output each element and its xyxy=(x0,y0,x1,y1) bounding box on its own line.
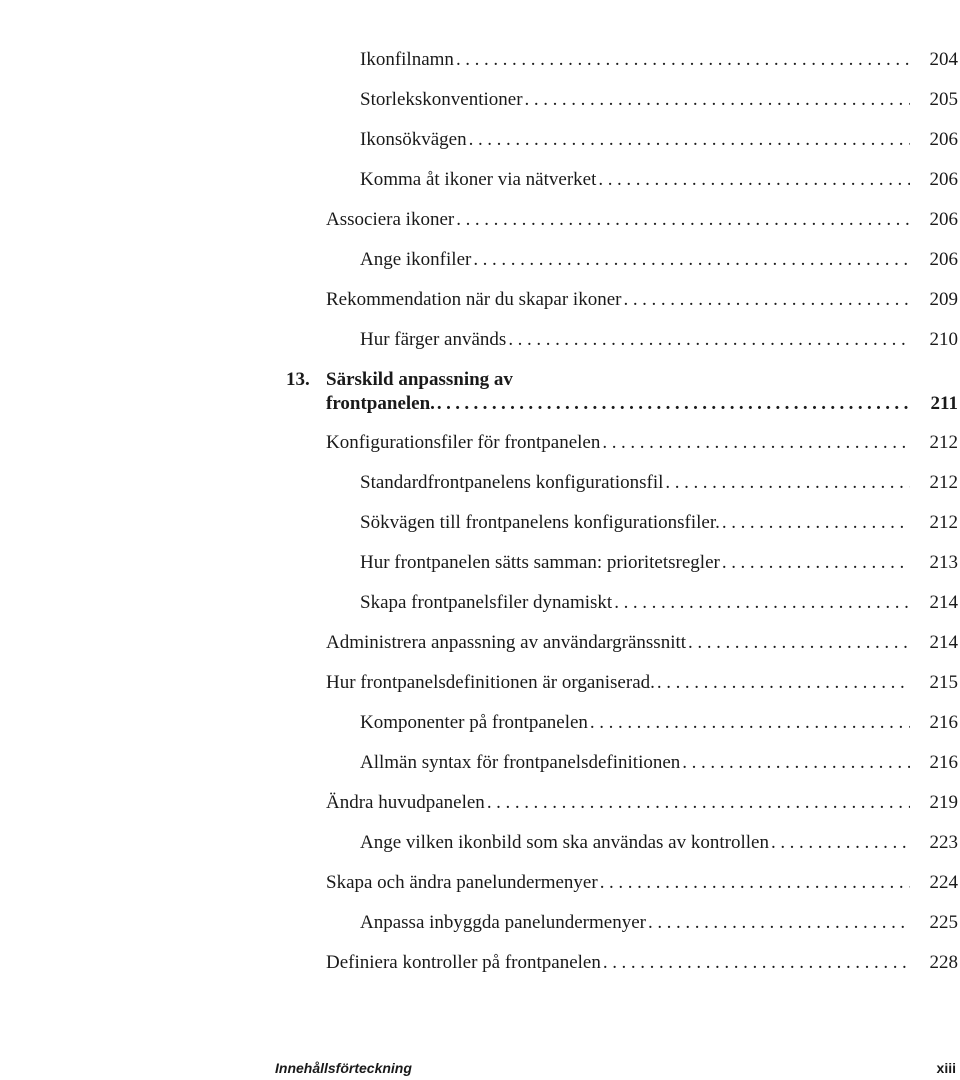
toc-entry-title: Ändra huvudpanelen xyxy=(326,792,485,813)
footer-section-title: Innehållsförteckning xyxy=(275,1060,412,1076)
toc-entry[interactable] xyxy=(326,952,958,974)
toc-entry-title: Hur frontpanelen sätts samman: prioritetsregler xyxy=(360,552,720,573)
chapter-number: 13. xyxy=(286,369,310,390)
dot-leader xyxy=(487,792,910,814)
toc-entry-page: 215 xyxy=(929,672,958,693)
toc-entry[interactable] xyxy=(326,672,958,694)
dot-leader xyxy=(456,49,910,71)
toc-entry[interactable] xyxy=(326,432,958,454)
toc-entry-title: Rekommendation när du skapar ikoner xyxy=(326,289,622,310)
dot-leader xyxy=(665,472,910,494)
chapter-title-line1: Särskild anpassning av xyxy=(326,369,513,390)
dot-leader xyxy=(682,752,910,774)
toc-entry-title: Hur färger används xyxy=(360,329,507,350)
toc-entry[interactable] xyxy=(360,832,958,854)
dot-leader xyxy=(473,249,910,271)
toc-entry[interactable] xyxy=(360,592,958,614)
toc-entry-title: Ange vilken ikonbild som ska användas av kontrollen xyxy=(360,832,769,853)
toc-entry-title: Allmän syntax för frontpanelsdefinitionen xyxy=(360,752,681,773)
toc-entry[interactable] xyxy=(360,912,958,934)
toc-entry-page: 216 xyxy=(929,752,958,773)
toc-entry-page: 219 xyxy=(929,792,958,813)
toc-entry[interactable] xyxy=(360,552,958,574)
toc-entry-title: Storlekskonventioner xyxy=(360,89,523,110)
toc-entry[interactable] xyxy=(360,89,958,111)
dot-leader xyxy=(657,672,910,694)
toc-entry-page: 206 xyxy=(929,169,958,190)
toc-entry-title: Komma åt ikoner via nätverket xyxy=(360,169,597,190)
page-footer xyxy=(0,1060,960,1080)
toc-entry[interactable] xyxy=(360,169,958,191)
toc-entry-page: 224 xyxy=(929,872,958,893)
dot-leader xyxy=(598,169,910,191)
toc-entry[interactable] xyxy=(360,472,958,494)
toc-entry[interactable] xyxy=(326,632,958,654)
toc-entry-page: 212 xyxy=(929,472,958,493)
toc-entry-page: 228 xyxy=(929,952,958,973)
toc-entry-page: 225 xyxy=(929,912,958,933)
dot-leader xyxy=(525,89,910,111)
toc-entry[interactable] xyxy=(360,712,958,734)
dot-leader xyxy=(456,209,910,231)
toc-entry-page: 216 xyxy=(929,712,958,733)
dot-leader xyxy=(722,552,910,574)
dot-leader xyxy=(771,832,910,854)
toc-entry-page: 206 xyxy=(929,249,958,270)
dot-leader xyxy=(508,329,910,351)
toc-entry-title: Ikonfilnamn xyxy=(360,49,454,70)
toc-entry[interactable] xyxy=(360,329,958,351)
toc-entry[interactable] xyxy=(360,129,958,151)
toc-entry-title: Ange ikonfiler xyxy=(360,249,472,270)
toc-entry[interactable] xyxy=(360,752,958,774)
toc-entry-title: Administrera anpassning av användargränssnitt xyxy=(326,632,687,653)
toc-entry-title: Ikonsökvägen xyxy=(360,129,467,150)
toc-entry-title: Sökvägen till frontpanelens konfigurationsfiler. xyxy=(360,512,720,533)
dot-leader xyxy=(688,632,910,654)
toc-entry[interactable] xyxy=(360,49,958,71)
toc-entry-page: 212 xyxy=(929,432,958,453)
chapter-title-row xyxy=(326,392,958,416)
toc-entry-page: 223 xyxy=(929,832,958,853)
toc-entry-title: Skapa och ändra panelundermenyer xyxy=(326,872,598,893)
chapter-page: 211 xyxy=(930,393,958,414)
toc-entry-title: Anpassa inbyggda panelundermenyer xyxy=(360,912,646,933)
toc-entry-title: Definiera kontroller på frontpanelen xyxy=(326,952,601,973)
toc-entry-page: 214 xyxy=(929,632,958,653)
toc-entry-page: 214 xyxy=(929,592,958,613)
dot-leader xyxy=(469,129,910,151)
dot-leader xyxy=(437,392,910,416)
footer-page-number: xiii xyxy=(936,1060,956,1076)
toc-entry[interactable] xyxy=(326,289,958,311)
toc-entry-title: Komponenter på frontpanelen xyxy=(360,712,588,733)
toc-entry-page: 206 xyxy=(929,129,958,150)
toc-entry-page: 212 xyxy=(929,512,958,533)
toc-entry-title: Skapa frontpanelsfiler dynamiskt xyxy=(360,592,613,613)
toc-entry-title: Associera ikoner xyxy=(326,209,455,230)
toc-entry[interactable] xyxy=(360,512,958,534)
toc-entry-title: Standardfrontpanelens konfigurationsfil xyxy=(360,472,664,493)
dot-leader xyxy=(602,432,910,454)
toc-entry[interactable] xyxy=(360,249,958,271)
toc-entry-page: 210 xyxy=(929,329,958,350)
toc-entry[interactable] xyxy=(326,792,958,814)
toc-entry-page: 206 xyxy=(929,209,958,230)
toc-entry[interactable] xyxy=(326,209,958,231)
toc-entry-page: 209 xyxy=(929,289,958,310)
toc-entry-title: Konfigurationsfiler för frontpanelen xyxy=(326,432,601,453)
dot-leader xyxy=(648,912,910,934)
dot-leader xyxy=(590,712,910,734)
toc-entry-title: Hur frontpanelsdefinitionen är organiserad. xyxy=(326,672,655,693)
toc-entry-page: 205 xyxy=(929,89,958,110)
dot-leader xyxy=(722,512,910,534)
toc-entry[interactable] xyxy=(326,872,958,894)
toc-entry-page: 204 xyxy=(929,49,958,70)
dot-leader xyxy=(623,289,910,311)
chapter-title-line2: frontpanelen. xyxy=(326,393,435,414)
dot-leader xyxy=(600,872,910,894)
toc-entry-page: 213 xyxy=(929,552,958,573)
dot-leader xyxy=(614,592,910,614)
dot-leader xyxy=(603,952,910,974)
